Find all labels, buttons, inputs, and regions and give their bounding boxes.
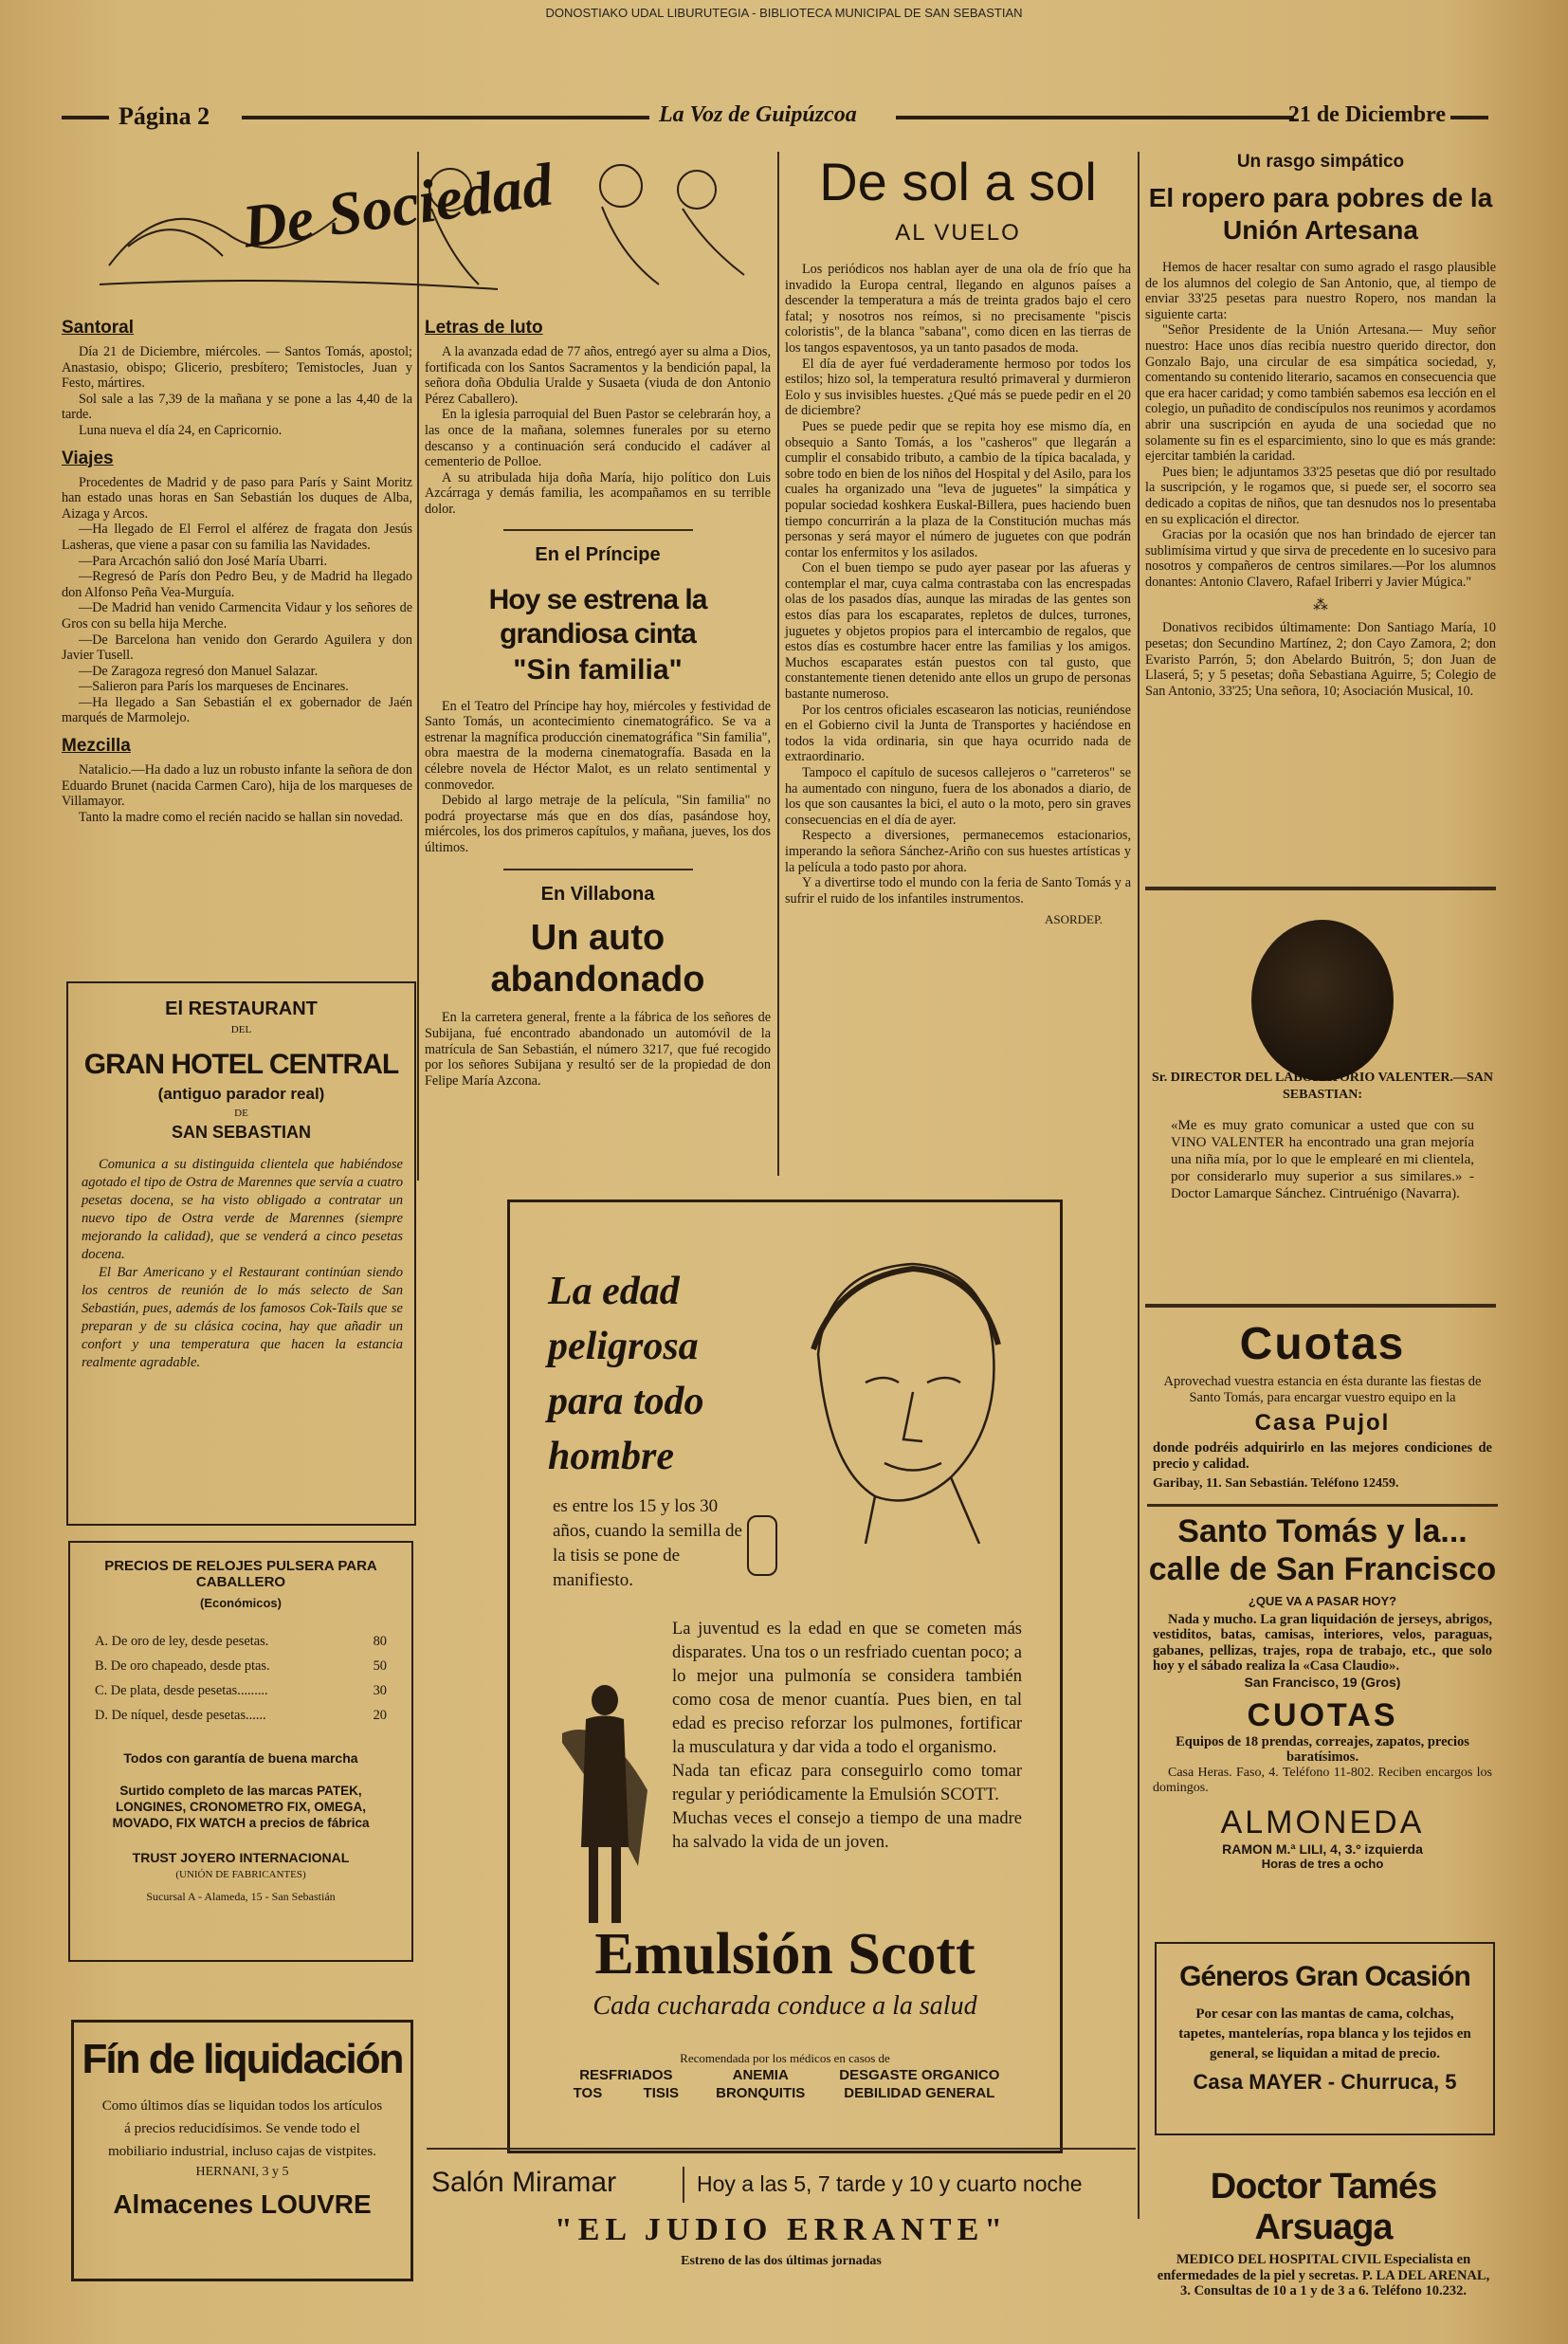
header-rule	[896, 116, 1294, 119]
ropero-text: "Señor Presidente de la Unión Artesana.— Muy señor nuestro: Hace unos días recibía nuestro querido director, don Gonzalo Bajo, una circular de esa simpática sociedad, y, comentando su contenido literario, sacamos en consecuencia que que era hacer caridad; y como también sabemos esa lección en el colegio, un puñadito de condiscípulos nos reunimos y acordamos abrir una suscripción en ayuda de una sociedad que no solamente su fin es el esparcimiento, sino lo que es más grande: ejercitar también la caridad.	[1145, 322, 1496, 465]
column-rule	[417, 152, 419, 1181]
middle-column	[425, 308, 771, 1089]
viajes-text: —Ha llegado de El Ferrol el alférez de fragata don Jesús Lasheras, que viene a pasar con su familia las Navidades.	[62, 522, 412, 553]
restaurant-line: DE	[234, 1108, 248, 1119]
relojes-title: PRECIOS DE RELOJES PULSERA PARA CABALLERO	[104, 1558, 377, 1590]
ropero-column	[1145, 152, 1496, 699]
restaurant-line: DEL	[230, 1024, 252, 1035]
right-ads	[1147, 1318, 1498, 1871]
sociedad-title: De Sociedad	[238, 150, 557, 261]
price-row	[95, 1678, 387, 1703]
louvre-text: Como últimos días se liquidan todos los artículos á precios reducidísimos. Se vende todo el mobiliario industrial, incluso cajas de vistpites.	[101, 2098, 383, 2159]
price-label: D. De níquel, desde pesetas......	[95, 1708, 266, 1723]
restaurant-text: El Bar Americano y el Restaurant continúan siendo los centros de reunión de lo más selecto de San Sebastián, pues, además de los famosos Cok-Tails que se preparan y de su clásica cocina, hay que añadir un confort y una temperatura que hacen la estancia realmente agradable.	[82, 1265, 403, 1370]
page-header	[62, 102, 1488, 131]
relojes-warranty: Todos con garantía de buena marcha	[123, 1750, 358, 1766]
valenter-ad	[1152, 901, 1493, 1290]
principe-text: Debido al largo metraje de la película, "Sin familia" no podrá proyectarse más que en dos días, pasándose hoy, miércoles, los dos primeros capítulos, y mañana, jueves, los dos últimos.	[425, 793, 771, 855]
price-label: C. De plata, desde pesetas.........	[95, 1683, 268, 1698]
relojes-union: (UNIÓN DE FABRICANTES)	[175, 1869, 306, 1880]
santoral-heading: Santoral	[62, 318, 135, 338]
desol-signature: ASORDEP.	[1044, 912, 1103, 927]
price-value: 50	[373, 1658, 387, 1674]
tames-text: MEDICO DEL HOSPITAL CIVIL Especialista en enfermedades de la piel y secretas. P. LA DEL ARENAL, 3. Consultas de 10 a 1 y de 3 a 6. Teléfono 10.232.	[1157, 2252, 1490, 2298]
sociedad-illustration	[90, 152, 754, 294]
santo-question: ¿QUE VA A PASAR HOY?	[1248, 1593, 1397, 1608]
scott-use: DESGASTE ORGANICO	[839, 2067, 1000, 2083]
villabona-title: Un auto abandonado	[490, 918, 705, 1000]
column-rule	[777, 152, 779, 1176]
relojes-trust: TRUST JOYERO INTERNACIONAL	[132, 1850, 350, 1865]
scott-headline: La edad peligrosa para todo hombre	[548, 1270, 704, 1478]
mezcilla-text: Tanto la madre como el recién nacido se hallan sin novedad.	[79, 809, 404, 825]
santo-title: Santo Tomás y la... calle de San Francisco	[1148, 1512, 1497, 1587]
principe-kicker: En el Príncipe	[535, 543, 661, 565]
scott-p2: Nada tan eficaz para conseguirlo como tomar regular y periódicamente la Emulsión SCOTT.	[672, 1762, 1022, 1804]
almoneda-addr: RAMON M.ª LILI, 4, 3.º izquierda	[1222, 1840, 1423, 1857]
cuotas-addr: Garibay, 11. San Sebastián. Teléfono 12459.	[1153, 1476, 1399, 1491]
page-number: Página 2	[119, 102, 210, 130]
separator	[503, 529, 693, 531]
restaurant-hotel: GRAN HOTEL CENTRAL	[83, 1049, 399, 1080]
relojes-ad	[68, 1541, 413, 1962]
restaurant-text: Comunica a su distinguida clientela que habiéndose agotado el tipo de Ostra de Marennes que servía a cuatro pesetas docena, se ha visto obligado a contratar un nuevo tipo de Ostra verde de Marennes (siempre mejorando la calidad), que se venderá a cinco pesetas docena.	[82, 1157, 403, 1262]
scott-rec: Recomendada por los médicos en casos de	[680, 2051, 890, 2065]
principe-subtitle: "Sin familia"	[513, 653, 683, 686]
ad-rule	[427, 2148, 1136, 2150]
ropero-text: Pues bien; le adjuntamos 33'25 pesetas que dió por resultado la suscripción, y le rogamos que, si puede ser, el socorro sea dedicado a copitas de niños, que tan desnudos nos lo presentaba en su explicación el director.	[1145, 464, 1496, 527]
portrait-image	[1251, 920, 1394, 1081]
desol-text: Y a divertirse todo el mundo con la feria de Santo Tomás y a sufrir el ruido de los infantiles instrumentos.	[785, 875, 1131, 906]
relojes-brands: Surtido completo de las marcas PATEK, LONGINES, CRONOMETRO FIX, OMEGA, MOVADO, FIX WATCH a precios de fábrica	[112, 1784, 370, 1830]
viajes-text: —Ha llegado a San Sebastián el ex gobernador de Jaén marqués de Marmolejo.	[62, 694, 412, 726]
principe-text: En el Teatro del Príncipe hay hoy, miércoles y festividad de Santo Tomás, un acontecimiento cinematográfico. Se va a estrenar la magnífica producción cinematográfica "Sin familia", obra maestra de la moderna cinematografía. Basada en la célebre novela de Héctor Malot, es un relato sentimental y conmovedor.	[425, 698, 771, 793]
price-value: 30	[373, 1683, 387, 1698]
miramar-note: Estreno de las dos últimas jornadas	[681, 2254, 882, 2268]
scott-p1-text: La juventud es la edad en que se cometen más disparates. Una tos o un resfriado cuentan poco; a lo mejor una pulmonía se considera también como cosa de menor cuantía. Pues bien, en tal edad es preciso reforzar los pulmones, fortificar la musculatura y dar vida a todo el organismo.	[672, 1620, 1022, 1757]
ropero-text: Gracias por la ocasión que nos han brindado de ejercer tan sublimísima virtud y que sirva de precedente en lo sucesivo para nosotros y compañeros de centros similares.—Por los alumnos donantes: Antonio Clavero, Rafael Iriberri y Javier Múgica."	[1145, 527, 1496, 590]
desol-text: Tampoco el capítulo de sucesos callejeros o "carreteros" se ha aumentado con ninguno, fuera de los abonados a diario, de los que son causantes la bici, el auto o la moto, pero sin graves consecuencias en el día de ayer.	[785, 765, 1131, 828]
scott-use: TOS	[573, 2085, 603, 2101]
society-column	[62, 308, 412, 825]
fish-logo-icon	[747, 1515, 777, 1576]
ad-rule	[1145, 887, 1496, 890]
separator	[503, 869, 693, 870]
cuotas-text: Aprovechad vuestra estancia en ésta durante las fiestas de Santo Tomás, para encargar vuestro equipo en la	[1163, 1374, 1482, 1405]
mayer-title: Géneros Gran Ocasión	[1179, 1961, 1470, 1992]
desol-subtitle: AL VUELO	[895, 220, 1021, 246]
price-row	[95, 1629, 387, 1654]
viajes-text: —De Madrid han venido Carmencita Vidaur y los señores de Gros con su bella hija Merche.	[62, 600, 412, 632]
header-date: 21 de Diciembre	[1287, 102, 1446, 127]
miramar-ad	[427, 2167, 1136, 2271]
desol-text: Pues se puede pedir que se repita hoy ese mismo día, en obsequio a Santo Tomás, a los "casheros" que llegarán a cumplir el consabido tributo, a cambio de la típica bacalada, y sobre todo en bien de los niños del Hospital y del Asilo, para los cuales ha organizado una "leva de juguetes" la simpática y popular sociedad koshkera Euskal-Billera, pues haciendo buen tiempo concurrirán a la plaza de la Constitución muchas más personas y será mayor el número de juguetes con que podrán contar los enfermitos y los asilados.	[785, 418, 1131, 560]
desol-text: Con el buen tiempo se pudo ayer pasear por las afueras y contemplar el mar, cuya calma contrastaba con las encrespadas olas de los pasados días, aunque las miradas de las gentes son estos días para los escaparates, repletos de dulces, turrones, juguetes y objetos propios para el intercambio de regalos, que estos días es costumbre hacer entre las familias y los amigos. Muchos escaparates están puestos con tal gusto, que constantemente tienen detenido ante ellos un grupo de personas bastante numeroso.	[785, 560, 1131, 703]
cuotas2-text: Equipos de 18 prendas, correajes, zapatos, precios baratísimos.	[1176, 1733, 1469, 1766]
luto-text: A su atribulada hija doña María, hijo político don Luis Azcárraga y demás familia, les acompañamos en su terrible dolor.	[425, 469, 771, 517]
restaurant-line: El RESTAURANT	[165, 998, 318, 1019]
villabona-kicker: En Villabona	[540, 884, 655, 906]
price-label: B. De oro chapeado, desde ptas.	[95, 1658, 270, 1674]
ropero-kicker: Un rasgo simpático	[1236, 152, 1405, 172]
desol-text: Respecto a diversiones, permanecemos estacionarios, imperando la señora Sánchez-Ariño con sus huestes artísticas y la película a todo pasto por ahora.	[785, 828, 1131, 875]
ropero-title: El ropero para pobres de la Unión Artesana	[1148, 183, 1493, 245]
desol-text: Por los centros oficiales escasearon las noticias, reuniéndose en el Gobierno civil la Junta de Transportes y haciéndose en todos la vida ordinaria, sin que haya ocurrido nada de extraordinario.	[785, 702, 1131, 765]
valenter-text: «Me es muy grato comunicar a usted que con su VINO VALENTER ha encontrado una gran mejoría una niña mía, por lo que le emplearé en mi clientela, por considerarlo muy superior a sus similares.» - Doctor Lamarque Sánchez. Cintruénigo (Navarra).	[1171, 1118, 1474, 1201]
miramar-name: Salón Miramar	[431, 2167, 617, 2198]
scott-uses	[553, 2067, 1017, 2101]
santoral-text: Sol sale a las 7,39 de la mañana y se pone a las 4,40 de la tarde.	[62, 391, 412, 423]
scott-use: RESFRIADOS	[579, 2067, 673, 2083]
cuotas2-title: CUOTAS	[1247, 1696, 1398, 1733]
scott-ad	[507, 1199, 1063, 2153]
restaurant-city: SAN SEBASTIAN	[171, 1123, 311, 1142]
ad-rule	[1145, 1304, 1496, 1308]
price-list	[95, 1629, 387, 1728]
mayer-text: Por cesar con las mantas de cama, colchas, tapetes, mantelerías, ropa blanca y los tejidos en general, se liquidan a mitad de precio.	[1178, 2006, 1471, 2061]
luto-text: En la iglesia parroquial del Buen Pastor se celebrarán hoy, a las once de la mañana, solemnes funerales por su eterno descanso y a continuación será conducido el cadáver al cementerio de Polloe.	[425, 407, 771, 470]
tames-title: Doctor Tamés Arsuaga	[1210, 2167, 1437, 2247]
scott-slogan: Cada cucharada conduce a la salud	[593, 1991, 977, 2021]
mezcilla-text: Natalicio.—Ha dado a luz un robusto infante la señora de don Eduardo Brunet (nacida Carmen Caro), hija de los marqueses de Villamayor.	[62, 762, 412, 810]
ad-rule	[1147, 1504, 1498, 1507]
santo-addr: San Francisco, 19 (Gros)	[1244, 1674, 1401, 1690]
price-label: A. De oro de ley, desde pesetas.	[95, 1634, 269, 1649]
scott-use: BRONQUITIS	[716, 2085, 806, 2101]
villabona-text: En la carretera general, frente a la fábrica de los señores de Subijana, fué encontrado abandonado un automóvil de la matrícula de San Sebastián, el número 3217, que fué recogido por los señores Subijana y resultó ser de la propiedad de don Felipe María Azcona.	[425, 1010, 771, 1089]
scott-p3: Muchas veces el consejo a tiempo de una madre ha salvado la vida de un joven.	[672, 1809, 1022, 1852]
santoral-text: Día 21 de Diciembre, miércoles. — Santos Tomás, apostol; Anastasio, obispo; Glicerio, presbítero; Temistocles, Juan y Festo, mártires.	[62, 344, 412, 392]
cuotas-text: donde podréis adquirirlo en las mejores condiciones de precio y calidad.	[1153, 1440, 1492, 1472]
scott-lead: es entre los 15 y los 30 años, cuando la semilla de la tisis se pone de manifiesto.	[553, 1496, 742, 1590]
cuotas2-addr: Casa Heras. Faso, 4. Teléfono 11-802. Reciben encargos los domingos.	[1153, 1765, 1492, 1796]
almoneda-hours: Horas de tres a ocho	[1261, 1856, 1384, 1871]
miramar-times: Hoy a las 5, 7 tarde y 10 y cuarto noche	[697, 2171, 1083, 2196]
louvre-name: Almacenes LOUVRE	[113, 2189, 372, 2219]
viajes-text: —Salieron para París los marqueses de Encinares.	[79, 679, 349, 695]
price-row	[95, 1703, 387, 1728]
scott-use: ANEMIA	[732, 2067, 789, 2083]
relojes-sub: (Económicos)	[200, 1596, 282, 1610]
separator	[683, 2167, 684, 2203]
library-banner: DONOSTIAKO UDAL LIBURUTEGIA - BIBLIOTECA MUNICIPAL DE SAN SEBASTIAN	[545, 6, 1023, 20]
price-value: 80	[373, 1634, 387, 1649]
scott-brand: Emulsión Scott	[594, 1922, 975, 1987]
asterism: ⁂	[1313, 597, 1328, 614]
mezcilla-heading: Mezcilla	[62, 736, 131, 757]
desol-text: Los periódicos nos hablan ayer de una ola de frío que ha invadido la Europa central, llegando en algunos países a descender la temperatura a más de treinta grados bajo el cero fatal; y nosotros nos reímos, si no precisamente "piscis coloristis", de la blanca "sabana", como dicen en las tierras de los tangos espaventosos, ya un tanto pasados de moda.	[785, 262, 1131, 356]
viajes-text: —Regresó de París don Pedro Beu, y de Madrid ha llegado don Alfonso Peña Vea-Murguía.	[62, 569, 412, 600]
desol-text: El día de ayer fué verdaderamente hermoso por todos los estilos; hizo sol, la temperatura resultó primaveral y durmieron Eolo y sus invisibles huestes. ¿Qué más se puede pedir en el 20 de diciembre?	[785, 356, 1131, 419]
header-rule	[62, 116, 109, 119]
almoneda-title: ALMONEDA	[1220, 1804, 1425, 1840]
mayer-ad	[1155, 1942, 1495, 2135]
principe-title: Hoy se estrena la grandiosa cinta	[488, 583, 707, 650]
luto-text: A la avanzada edad de 77 años, entregó ayer su alma a Dios, fortificada con los Santos Sacramentos y la bendición papal, la señora doña Obdulia Uralde y Susaeta (viuda de don Antonio Pérez Caballero).	[425, 344, 771, 407]
cuotas-shop: Casa Pujol	[1254, 1410, 1391, 1436]
ropero-donations: Donativos recibidos últimamente: Don Santiago María, 10 pesetas; don Secundino Martínez, 2; don Cayo Zamora, 2; don Evaristo Parrón, 5; don Abelardo Buitrón, 5; don Juan de Llaserá, 5; y 5 pesetas; doña Sebastiana Aguirre, 5; Colegio de San Antonio, 33'25; Una señora, 10; Asociación Musical, 10.	[1145, 620, 1496, 699]
column-rule	[1138, 152, 1140, 2219]
scott-fisherman-icon	[553, 1676, 657, 1942]
viajes-heading: Viajes	[62, 448, 114, 468]
scott-use: TISIS	[643, 2085, 680, 2101]
ropero-text: Hemos de hacer resaltar con sumo agrado el rasgo plausible de los alumnos del colegio de San Antonio, que, al tiempo de enviar 33'25 pesetas para nuestro Ropero, nos mandan la siguiente carta:	[1145, 260, 1496, 322]
mayer-shop: Casa MAYER - Churruca, 5	[1193, 2070, 1457, 2094]
viajes-text: Procedentes de Madrid y de paso para París y Saint Moritz han estado unas horas en San Sebastián los duques de Alba, Aizaga y Arcos.	[62, 474, 412, 522]
viajes-text: —Para Arcachón salió don José María Ubarri.	[79, 553, 327, 569]
louvre-ad	[71, 2020, 413, 2281]
restaurant-line: (antiguo parador real)	[157, 1085, 325, 1103]
viajes-text: —De Zaragoza regresó don Manuel Salazar.	[79, 663, 319, 679]
louvre-title: Fín de liquidación	[82, 2036, 403, 2082]
desol-title: De sol a sol	[819, 152, 1097, 211]
tames-ad	[1147, 2167, 1500, 2303]
restaurant-ad	[66, 981, 416, 1526]
santo-text: Nada y mucho. La gran liquidación de jerseys, abrigos, vestiditos, batas, camisas, interiores, velos, paraguas, gabanes, pellizas, trajes, ropa de trabajo, etc., que solo hoy y el sábado realiza la «Casa Claudio».	[1153, 1611, 1492, 1675]
luto-heading: Letras de luto	[425, 318, 543, 338]
header-rule	[242, 116, 649, 119]
scott-use: DEBILIDAD GENERAL	[844, 2085, 995, 2101]
young-man-portrait	[761, 1240, 1036, 1544]
header-rule	[1450, 116, 1488, 119]
louvre-addr: HERNANI, 3 y 5	[195, 2165, 289, 2179]
viajes-text: —De Barcelona han venido don Gerardo Aguilera y don Javier Tusell.	[62, 632, 412, 664]
cuotas-title: Cuotas	[1239, 1319, 1406, 1369]
desol-column	[785, 152, 1131, 927]
miramar-film: "EL JUDIO ERRANTE"	[554, 2212, 1009, 2247]
valenter-heading: Sr. DIRECTOR DEL LABORATORIO VALENTER.—SAN SEBASTIAN:	[1152, 1071, 1493, 1102]
relojes-branch: Sucursal A - Alameda, 15 - San Sebastián	[146, 1890, 336, 1903]
masthead: La Voz de Guipúzcoa	[659, 102, 857, 127]
scott-use	[553, 2085, 700, 2101]
price-row	[95, 1654, 387, 1678]
price-value: 20	[373, 1708, 387, 1723]
santoral-text: Luna nueva el día 24, en Capricornio.	[79, 422, 283, 438]
